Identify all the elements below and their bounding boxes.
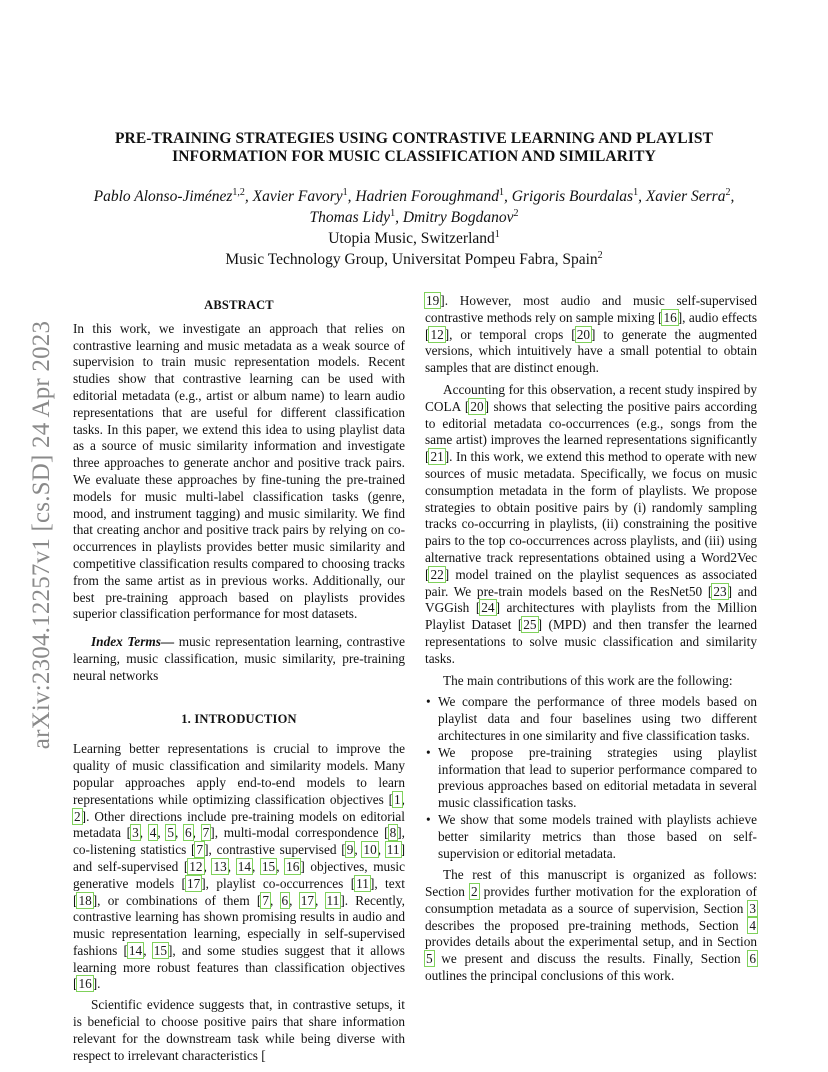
citation-link[interactable]: 2	[74, 808, 81, 824]
citation-link[interactable]: 21	[430, 449, 444, 465]
citation-link[interactable]: 14	[237, 858, 251, 874]
author-name: Hadrien Foroughmand	[355, 188, 500, 205]
citation-link[interactable]: 16	[78, 976, 92, 992]
citation-link[interactable]: 11	[356, 875, 369, 891]
citation-link[interactable]: 11	[386, 842, 400, 858]
author-name: Dmitry Bogdanov	[402, 209, 514, 226]
citation-link[interactable]: 25	[523, 617, 537, 633]
section-ref-link[interactable]: 4	[749, 917, 756, 933]
citation-link[interactable]: 6	[281, 892, 289, 908]
citation-link[interactable]: 20	[576, 326, 590, 342]
citation-link[interactable]: 6	[185, 825, 192, 841]
title-line: INFORMATION FOR MUSIC CLASSIFICATION AND SIMILARITY	[172, 148, 656, 165]
author-name: Xavier Favory	[252, 188, 343, 205]
citation-link[interactable]: 1	[394, 791, 401, 807]
right-column	[425, 293, 757, 985]
intro-paragraph-3: Accounting for this observation, a recent study inspired by COLA [20] shows that selecting the positive pairs according to editorial metadata co-occurrences (e.g., songs from the same artist) improves the learned representations significantly [21]. In this work, we extend this method to operate with new sources of music metadata. Specifically, we focus on music consumption metadata in the form of playlists. We propose strategies to obtain positive pairs by (i) randomly sampling tracks co-occurring in playlists, (ii) constraining the positive pairs to the top co-occurrences across playlists, and (iii) using alternative track representations obtained using a Word2Vec [22] model trained on the playlist sequences as associated pair. We pre-train models based on the ResNet50 [23] and VGGish [24] architectures with playlists from the Million Playlist Dataset [25] (MPD) and then transfer the learned representations to solve music classification and similarity tasks.	[425, 381, 758, 666]
affiliation-sup: 2	[597, 249, 603, 261]
citation-link[interactable]: 15	[261, 858, 276, 874]
index-terms	[73, 634, 405, 684]
abstract-text: In this work, we investigate an approach that relies on contrastive learning and music metadata as a weak source of supervision to train music representation models. Recent studies show that contrastive learning can be used with editorial metadata (e.g., artist or album name) to learn audio representations that are useful for different classification tasks. In this paper, we extend this idea to using playlist data as a source of music similarity information and investigate three approaches to generate anchor and positive track pairs. We evaluate these approaches by fine-tuning the pre-trained models for music multi-label classification tasks (genre, mood, and instrument tagging) and music similarity. We find that creating anchor and positive track pairs by relying on co-occurrences in playlists provides better music similarity and competitive classification results compared to choosing tracks from the same artist as in previous works. Additionally, our best pre-training approach based on playlists provides superior classification performance for most datasets.	[73, 320, 405, 622]
author-block	[60, 186, 768, 270]
contributions-list	[425, 694, 757, 862]
citation-link[interactable]: 20	[470, 398, 484, 414]
section-heading: 1. INTRODUCTION	[181, 711, 297, 726]
list-item: • We show that some models trained with playlists achieve better similarity metrics than those based on self-supervision or editorial metadata.	[425, 812, 757, 862]
affiliation-sup: 1	[499, 186, 505, 198]
citation-link[interactable]: 9	[346, 842, 354, 858]
citation-link[interactable]: 13	[213, 858, 227, 874]
list-item: • We propose pre-training strategies using playlist information that lead to superior performance compared to previous approaches based on editorial metadata in several music classification tasks.	[425, 745, 757, 812]
author-name: Grigoris Bourdalas	[511, 188, 634, 205]
author-name: Thomas Lidy	[309, 209, 391, 226]
citation-link[interactable]: 12	[189, 858, 203, 874]
citation-link[interactable]: 15	[153, 942, 167, 958]
section-ref-link[interactable]: 6	[749, 951, 756, 967]
arxiv-identifier	[27, 300, 57, 770]
citation-link[interactable]: 17	[300, 892, 314, 908]
affiliation-sup: 1	[494, 228, 500, 240]
citation-link[interactable]: 17	[186, 875, 201, 891]
author-names: Pablo Alonso-Jiménez$^{1,2}$, Xavier Favory$^1$, Hadrien Foroughmand$^1$, Grigoris Bourdalas$^1$, Xavier Serra$^2$, Thomas Lidy$^1$, Dmitry Bogdanov$^2$	[93, 186, 735, 226]
citation-link[interactable]: 16	[286, 858, 300, 874]
list-item: • We compare the performance of three models based on playlist data and four baselines using two different architectures in one similarity and five classification tasks.	[425, 694, 757, 744]
affiliation-text: Music Technology Group, Universitat Pompeu Fabra, Spain	[225, 251, 598, 268]
section-ref-link[interactable]: 2	[470, 884, 478, 900]
paper-title	[80, 130, 748, 166]
abstract-heading: ABSTRACT	[204, 298, 274, 312]
title-line: PRE-TRAINING STRATEGIES USING CONTRASTIVE LEARNING AND PLAYLIST	[114, 130, 714, 147]
citation-link[interactable]: 7	[262, 892, 269, 908]
affiliation-sup: 2	[513, 207, 519, 219]
citation-link[interactable]: 4	[149, 825, 157, 841]
citation-link[interactable]: 18	[78, 892, 92, 908]
affiliation-sup: 2	[725, 186, 731, 198]
left-column	[73, 295, 405, 1064]
citation-link[interactable]: 16	[663, 309, 677, 325]
citation-link[interactable]: 12	[430, 326, 444, 342]
arxiv-id-text: arXiv:2304.12257v1 [cs.SD] 24 Apr 2023	[28, 320, 55, 750]
citation-link[interactable]: 14	[128, 942, 143, 958]
intro-paragraph-4: The main contributions of this work are the following:	[443, 672, 733, 688]
citation-link[interactable]: 23	[713, 583, 727, 599]
affiliation-sup: 1	[342, 186, 348, 198]
index-terms-label: Index Terms—	[91, 634, 175, 650]
affiliation-sup: 1	[390, 207, 396, 219]
intro-paragraph-2-start: Scientific evidence suggests that, in contrastive setups, it is beneficial to choose positive pairs that share information relevant for the downstream task while being diverse with respect to irrelevant characteristics [	[73, 997, 405, 1063]
citation-link[interactable]: 7	[202, 825, 210, 841]
citation-link[interactable]: 19	[426, 293, 440, 308]
citation-link[interactable]: 11	[326, 892, 340, 908]
citation-link[interactable]: 22	[430, 566, 444, 582]
intro-paragraph-1: Learning better representations is crucial to improve the quality of music classification and similarity models. Many popular approaches apply end-to-end models to learn representations while optimizing classification objectives [1, 2]. Other directions include pre-training models on editorial metadata [3, 4, 5, 6, 7], multi-modal correspondence [8], co-listening statistics [7], contrastive supervised [9, 10, 11] and self-supervised [12, 13, 14, 15, 16] objectives, music generative models [17], playlist co-occurrences [11], text [18], or combinations of them [7, 6, 17, 11]. Recently, contrastive learning has shown promising results in audio and music representation learning, especially in self-supervised fashions [14, 15], and some studies suggest that it allows learning more robust features than classification objectives [16].	[73, 741, 406, 992]
index-terms-text: music representation learning, contrastive learning, music classification, music similarity, pre-training neural networks	[73, 634, 405, 683]
citation-link[interactable]: 10	[363, 842, 377, 858]
author-name: Xavier Serra	[645, 188, 726, 205]
citation-link[interactable]: 8	[389, 825, 397, 841]
citation-link[interactable]: 24	[481, 600, 495, 616]
section-ref-link[interactable]: 3	[749, 900, 756, 916]
affiliation-2	[60, 249, 768, 270]
citation-link[interactable]: 7	[196, 842, 204, 858]
affiliation-sup: 1	[633, 186, 639, 198]
affiliation-1	[60, 228, 768, 249]
intro-paragraph-5: The rest of this manuscript is organized as follows: Section 2 provides further motivation for the exploration of consumption metadata as a source of supervision, Section 3 describes the proposed pre-training methods, Section 4 provides details about the experimental setup, and in Section 5 we present and discuss the results. Finally, Section 6 outlines the principal conclusions of this work.	[425, 867, 757, 984]
affiliation-sup: 1,2	[232, 186, 245, 198]
affiliation-text: Utopia Music, Switzerland	[328, 230, 495, 247]
section-ref-link[interactable]: 5	[426, 951, 433, 967]
citation-link[interactable]: 3	[132, 825, 139, 841]
intro-paragraph-2-cont: 19]. However, most audio and music self-supervised contrastive methods rely on sample mixing [16], audio effects [12], or temporal crops [20] to generate the augmented versions, which intuitively have a small potential to obtain samples that are distinct enough.	[425, 293, 758, 376]
author-name: Pablo Alonso-Jiménez	[93, 188, 233, 205]
citation-link[interactable]: 5	[167, 825, 175, 841]
